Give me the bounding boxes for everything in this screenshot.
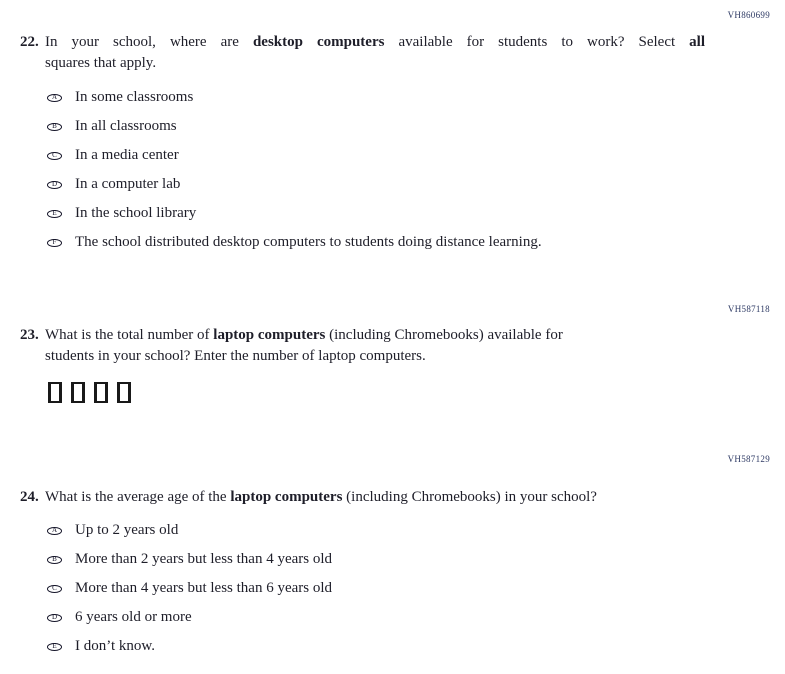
answer-option[interactable] — [45, 112, 705, 141]
option-label: More than 4 years but less than 6 years old — [75, 580, 333, 596]
option-bubble-icon[interactable] — [47, 643, 62, 651]
question-prompt-line2: squares that apply. — [45, 55, 157, 71]
answer-option[interactable] — [45, 199, 705, 228]
question-24-section — [20, 487, 597, 661]
prompt-text: available for students to work? Select — [384, 34, 690, 50]
option-label: 6 years old or more — [75, 609, 192, 625]
prompt-text: (including Chromebooks) available for — [325, 327, 563, 343]
answer-option[interactable] — [45, 516, 597, 545]
option-letter: F — [52, 238, 57, 246]
option-bubble-icon[interactable] — [47, 556, 62, 564]
answer-option[interactable] — [45, 141, 705, 170]
question-prompt — [45, 32, 705, 53]
prompt-text: In your school, where are — [45, 34, 253, 50]
answer-option[interactable] — [45, 228, 705, 257]
option-label: The school distributed desktop computers to students doing distance learning. — [75, 234, 542, 250]
option-letter: E — [52, 209, 57, 217]
question-body — [45, 487, 597, 661]
prompt-text: (including Chromebooks) in your school? — [342, 489, 597, 505]
number-entry-boxes — [48, 382, 563, 403]
prompt-bold: all — [689, 34, 705, 50]
option-bubble-icon[interactable] — [47, 585, 62, 593]
question-number: 24. — [20, 489, 39, 505]
question-number: 22. — [20, 34, 39, 50]
option-bubble-icon[interactable] — [47, 152, 62, 160]
digit-box[interactable] — [117, 382, 131, 403]
option-letter: C — [52, 151, 57, 159]
answer-option[interactable] — [45, 603, 597, 632]
prompt-text: What is the total number of — [45, 327, 214, 343]
option-letter: D — [51, 180, 58, 188]
prompt-bold: laptop computers — [213, 327, 326, 343]
option-label: In some classrooms — [75, 89, 194, 105]
option-letter: E — [52, 642, 57, 650]
option-bubble-icon[interactable] — [47, 239, 62, 247]
option-letter: A — [51, 93, 58, 101]
option-letter: C — [52, 584, 57, 592]
option-label: More than 2 years but less than 4 years old — [75, 551, 333, 567]
question-prompt — [45, 325, 563, 346]
option-label: I don’t know. — [75, 638, 155, 654]
option-bubble-icon[interactable] — [47, 210, 62, 218]
option-label: In a computer lab — [75, 176, 181, 192]
answer-option[interactable] — [45, 545, 597, 574]
digit-box[interactable] — [48, 382, 62, 403]
option-label: In the school library — [75, 205, 197, 221]
prompt-text: What is the average age of the — [45, 489, 231, 505]
question-22-section — [20, 32, 705, 257]
question-body — [45, 325, 563, 403]
option-label: In all classrooms — [75, 118, 177, 134]
option-label: Up to 2 years old — [75, 522, 179, 538]
question-prompt — [45, 487, 597, 508]
question-number: 23. — [20, 327, 39, 343]
option-letter: B — [52, 555, 57, 563]
question-body — [45, 32, 705, 257]
answer-options-list — [45, 83, 705, 257]
question-code: VH587118 — [727, 304, 770, 314]
option-bubble-icon[interactable] — [47, 614, 62, 622]
option-bubble-icon[interactable] — [47, 181, 62, 189]
option-bubble-icon[interactable] — [47, 123, 62, 131]
option-letter: B — [52, 122, 57, 130]
option-label: In a media center — [75, 147, 179, 163]
question-prompt-line2: students in your school? Enter the number of laptop computers. — [45, 348, 426, 364]
option-letter: D — [51, 613, 58, 621]
answer-option[interactable] — [45, 632, 597, 661]
question-code: VH860699 — [727, 10, 770, 20]
prompt-bold: laptop computers — [230, 489, 343, 505]
option-bubble-icon[interactable] — [47, 527, 62, 535]
question-23-section — [20, 325, 563, 403]
option-bubble-icon[interactable] — [47, 94, 62, 102]
prompt-bold: desktop computers — [252, 34, 385, 50]
digit-box[interactable] — [94, 382, 108, 403]
question-code: VH587129 — [727, 454, 770, 464]
option-letter: A — [51, 526, 58, 534]
answer-option[interactable] — [45, 170, 705, 199]
answer-options-list — [45, 516, 597, 661]
answer-option[interactable] — [45, 83, 705, 112]
digit-box[interactable] — [71, 382, 85, 403]
answer-option[interactable] — [45, 574, 597, 603]
